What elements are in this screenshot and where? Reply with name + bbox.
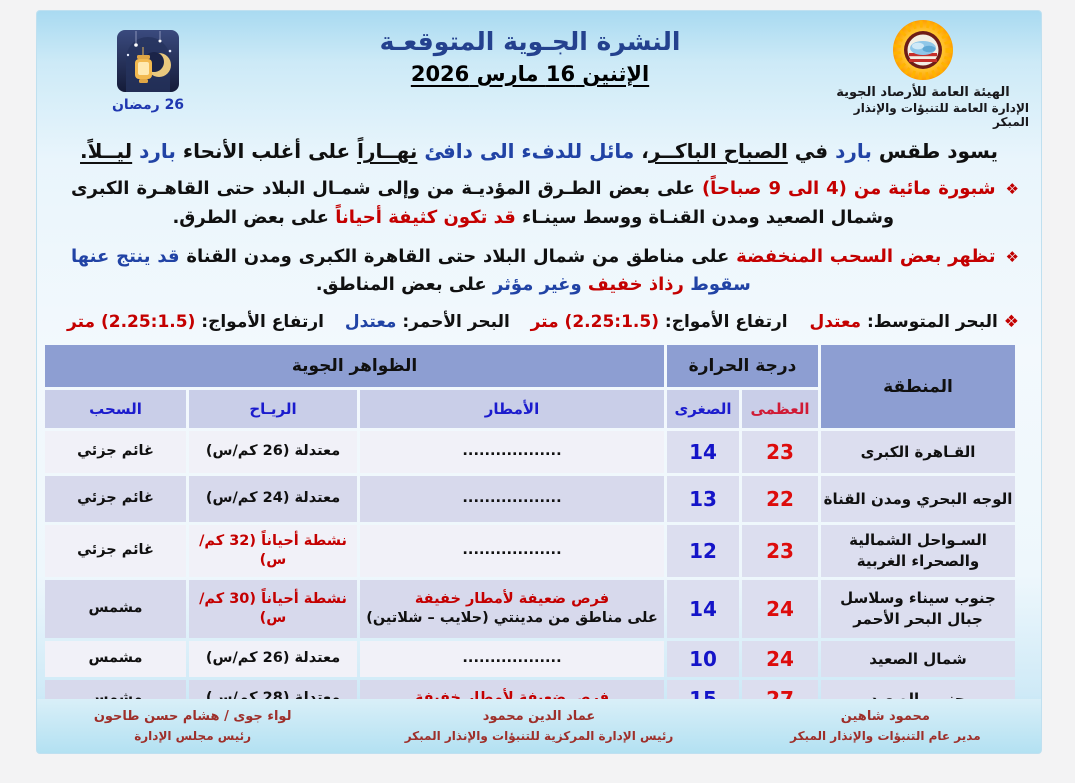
summary-part-cold: بارد — [835, 139, 872, 163]
drizzle-areas: على بعض المناطق. — [315, 274, 493, 296]
region-cell: جنوب سيناء وسلاسل جبال البحر الأحمر — [821, 580, 1015, 638]
ramadan-badge — [53, 17, 243, 113]
red-sea-state-label — [345, 312, 510, 332]
signature-title: مدير عام التنبؤات والإنذار المبكر — [790, 728, 981, 743]
fog-advisory-text — [71, 175, 996, 233]
sea-state-line — [37, 312, 1041, 332]
region-cell: القـاهرة الكبرى — [821, 431, 1015, 473]
rain-cell — [360, 476, 664, 522]
med-waves-label: ارتفاع الأمواج: — [664, 312, 788, 333]
min-temp-cell: 10 — [667, 641, 739, 677]
signature-block — [730, 707, 1041, 745]
drizzle-lead: قد ينتج عنها سقوط — [71, 245, 751, 296]
clouds-cell: غائم جزئي — [45, 431, 186, 473]
fog-roads: على بعض الطرق. — [172, 206, 336, 228]
signature-block — [348, 707, 730, 745]
fog-detail: على بعض الطـرق المؤديـة من وإلى شمـال البلاد حتى القاهـرة الكبرى وشمال الصعيد ومدن القنـاة ووسط سينـاء — [71, 178, 895, 228]
fog-dense-phrase: قد تكون كثيفة أحياناً — [335, 206, 516, 228]
column-header-region: المنطقة — [821, 345, 1015, 428]
min-temp-cell: 13 — [667, 476, 739, 522]
diamond-bullet-icon: ❖ — [1005, 180, 1019, 198]
bulletin-page — [36, 10, 1042, 754]
clouds-cell: غائم جزئي — [45, 476, 186, 522]
signature-title: رئيس الإدارة المركزية للتنبؤات والإنذار المبكر — [404, 728, 674, 743]
signature-title: رئيس مجلس الإدارة — [134, 728, 252, 743]
rain-cell — [360, 431, 664, 473]
rain-text: فرص ضعيفة لأمطار خفيفة — [414, 590, 610, 607]
wind-cell: معتدلة (26 كم/س) — [189, 641, 357, 677]
summary-part: ، — [634, 139, 649, 163]
summary-part-night: ليــلاً. — [80, 139, 133, 163]
ramadan-day-label: 26 رمضان — [111, 97, 185, 113]
summary-part: في — [787, 139, 836, 163]
clouds-cell: غائم جزئي — [45, 525, 186, 577]
clouds-cell: مشمس — [45, 641, 186, 677]
bulletin-title: النشرة الجـوية المتوقعـة — [379, 27, 681, 56]
diamond-bullet-icon: ❖ — [1003, 312, 1019, 333]
signature-block — [37, 707, 348, 745]
rain-text: .................. — [462, 542, 562, 559]
red-sea-label: البحر الأحمر: — [402, 312, 510, 333]
summary-part-early-morning: الصباح الباكــر — [648, 139, 788, 163]
max-temp-cell: 23 — [742, 525, 818, 577]
max-temp-cell: 22 — [742, 476, 818, 522]
med-sea-state: معتدل — [809, 312, 862, 333]
summary-part-daytime: نهــاراً — [357, 139, 418, 163]
med-waves-value: (2.25:1.5) متر — [530, 312, 659, 333]
rain-note: على مناطق من مدينتي (حلايب – شلاتين) — [366, 610, 658, 627]
fog-advisory — [71, 175, 1019, 233]
region-cell: السـواحل الشمالية والصحراء الغربية — [821, 525, 1015, 577]
authority-block — [817, 17, 1029, 129]
column-header-wind: الريـاح — [189, 390, 357, 428]
column-header-rain: الأمطار — [360, 390, 664, 428]
title-block — [243, 17, 817, 86]
rain-cell — [360, 641, 664, 677]
summary-part: على أغلب الأنحاء — [175, 139, 358, 163]
rain-cell — [360, 580, 664, 638]
rain-cell — [360, 525, 664, 577]
wind-cell: معتدلة (26 كم/س) — [189, 431, 357, 473]
diamond-bullet-icon: ❖ — [1005, 247, 1019, 266]
sun-cloud-logo-icon — [890, 17, 956, 83]
forecast-table — [48, 345, 1015, 718]
min-temp-cell: 14 — [667, 580, 739, 638]
red-sea-state: معتدل — [344, 312, 397, 333]
column-group-phenomena: الظواهر الجوية — [45, 345, 664, 387]
signature-name: لواء جوى / هشام حسن طاحون — [93, 709, 292, 725]
wind-cell: معتدلة (24 كم/س) — [189, 476, 357, 522]
advisories — [37, 163, 1041, 300]
med-sea-label: البحر المتوسط: — [867, 312, 998, 333]
min-temp-cell: 14 — [667, 431, 739, 473]
low-clouds-advisory-text — [71, 243, 996, 301]
column-header-min: الصغرى — [667, 390, 739, 428]
bulletin-date: الإثنين 16 مارس 2026 — [410, 62, 650, 86]
low-clouds-advisory — [71, 243, 1019, 301]
min-temp-cell: 12 — [667, 525, 739, 577]
summary-part-warm: دافئ — [417, 139, 473, 163]
rain-text: .................. — [462, 650, 562, 667]
signatures-footer — [37, 699, 1041, 753]
red-waves-label: ارتفاع الأمواج: — [201, 312, 324, 333]
clouds-phrase: تظهر بعض السحب المنخفضة — [736, 245, 996, 267]
column-header-max: العظمى — [742, 390, 818, 428]
wind-cell: نشطة أحياناً (30 كم/س) — [189, 580, 357, 638]
summary-part: يسود طقس — [871, 139, 998, 163]
signature-name: عماد الدين محمود — [482, 709, 596, 725]
region-cell: شمال الصعيد — [821, 641, 1015, 677]
mediterranean-state — [531, 312, 1019, 332]
ramadan-lantern-icon — [116, 29, 180, 93]
bulletin-header — [37, 11, 1041, 129]
rain-text: .................. — [462, 443, 562, 460]
authority-name: الهيئة العامة للأرصاد الجوية — [836, 85, 1010, 100]
region-cell: الوجه البحري ومدن القناة — [821, 476, 1015, 522]
max-temp-cell: 24 — [742, 641, 818, 677]
rain-text: .................. — [462, 490, 562, 507]
max-temp-cell: 24 — [742, 580, 818, 638]
drizzle-minor: وغير مؤثر — [492, 274, 588, 296]
fog-phrase: شبورة مائية من (4 الى 9 صباحاً) — [701, 178, 996, 199]
weather-summary-line — [37, 139, 1041, 163]
wind-cell: نشطة أحياناً (32 كم/س) — [189, 525, 357, 577]
signature-name: محمود شاهين — [840, 709, 930, 725]
summary-part-cold-night: بارد — [139, 139, 176, 163]
drizzle-phrase: رذاذ خفيف — [587, 274, 691, 296]
authority-department: الإدارة العامة للتنبؤات والإنذار المبكر — [853, 101, 1029, 129]
max-temp-cell: 23 — [742, 431, 818, 473]
red-waves-value: (2.25:1.5) متر — [67, 312, 196, 333]
red-sea-waves — [67, 312, 324, 332]
summary-part-mild: مائل للدفء الى — [472, 139, 635, 163]
column-header-clouds: السحب — [45, 390, 186, 428]
column-group-temperature: درجة الحرارة — [667, 345, 818, 387]
clouds-cell: مشمس — [45, 580, 186, 638]
clouds-detail: على مناطق من شمال البلاد حتى القاهرة الكبرى ومدن القناة — [179, 245, 737, 267]
